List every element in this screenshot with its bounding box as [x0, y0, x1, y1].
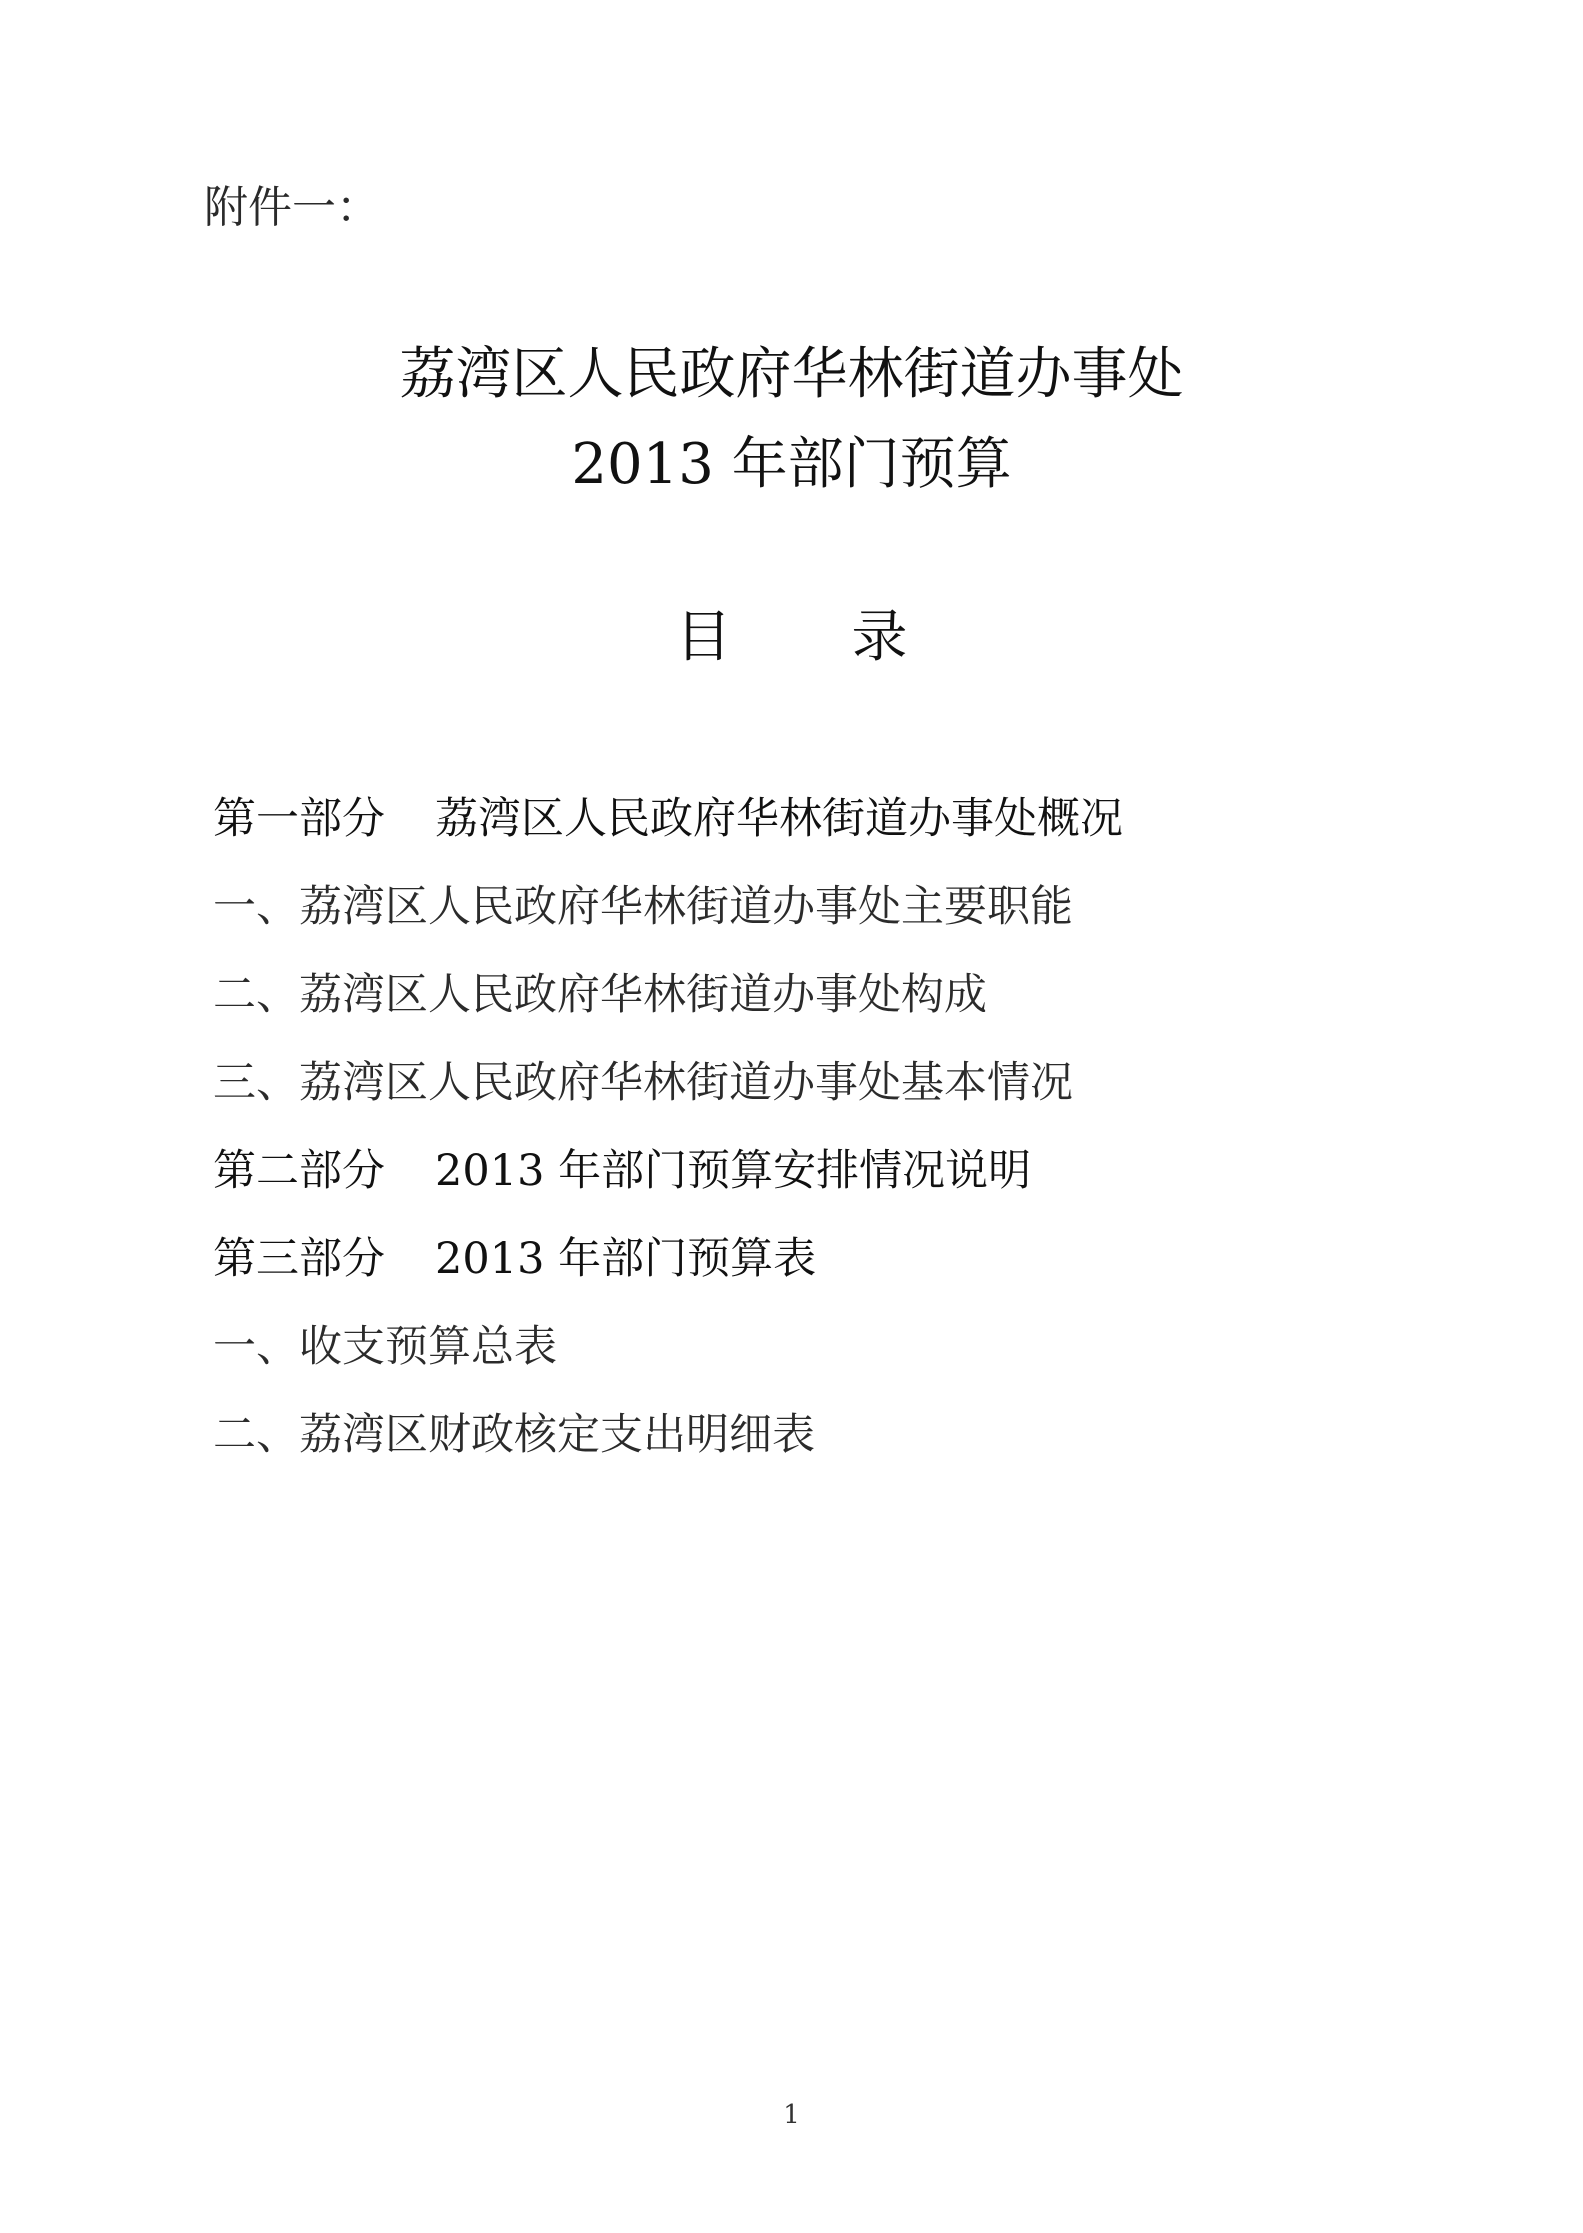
page-number: 1: [783, 2100, 800, 2130]
toc-entry-part-2: [213, 1127, 1123, 1215]
toc-entry-part-1: [213, 775, 1123, 863]
attachment-label: 附件一：: [204, 182, 380, 233]
toc-part-label: 第二部分: [213, 1146, 385, 1196]
toc-entry-detail-table: 二、荔湾区财政核定支出明细表: [213, 1410, 815, 1460]
toc-entry-structure: 二、荔湾区人民政府华林街道办事处构成: [213, 970, 987, 1020]
document-title-line2: 2013 年部门预算: [571, 432, 1012, 497]
toc-entry-part-3: [213, 1215, 1123, 1303]
toc-part-title: 2013 年部门预算安排情况说明: [435, 1146, 1032, 1196]
toc-part-label: 第一部分: [213, 794, 385, 844]
toc-part-label: 第三部分: [213, 1234, 385, 1284]
table-of-contents: [213, 775, 1123, 1479]
toc-entry-summary-table: 一、收支预算总表: [213, 1322, 557, 1372]
toc-heading: 目录: [675, 605, 1028, 670]
toc-part-title: 2013 年部门预算表: [435, 1234, 817, 1284]
toc-part-title: 荔湾区人民政府华林街道办事处概况: [435, 794, 1123, 844]
document-title-line1: 荔湾区人民政府华林街道办事处: [399, 342, 1184, 407]
toc-entry-functions: 一、荔湾区人民政府华林街道办事处主要职能: [213, 882, 1073, 932]
toc-entry-basic-info: 三、荔湾区人民政府华林街道办事处基本情况: [213, 1058, 1073, 1108]
